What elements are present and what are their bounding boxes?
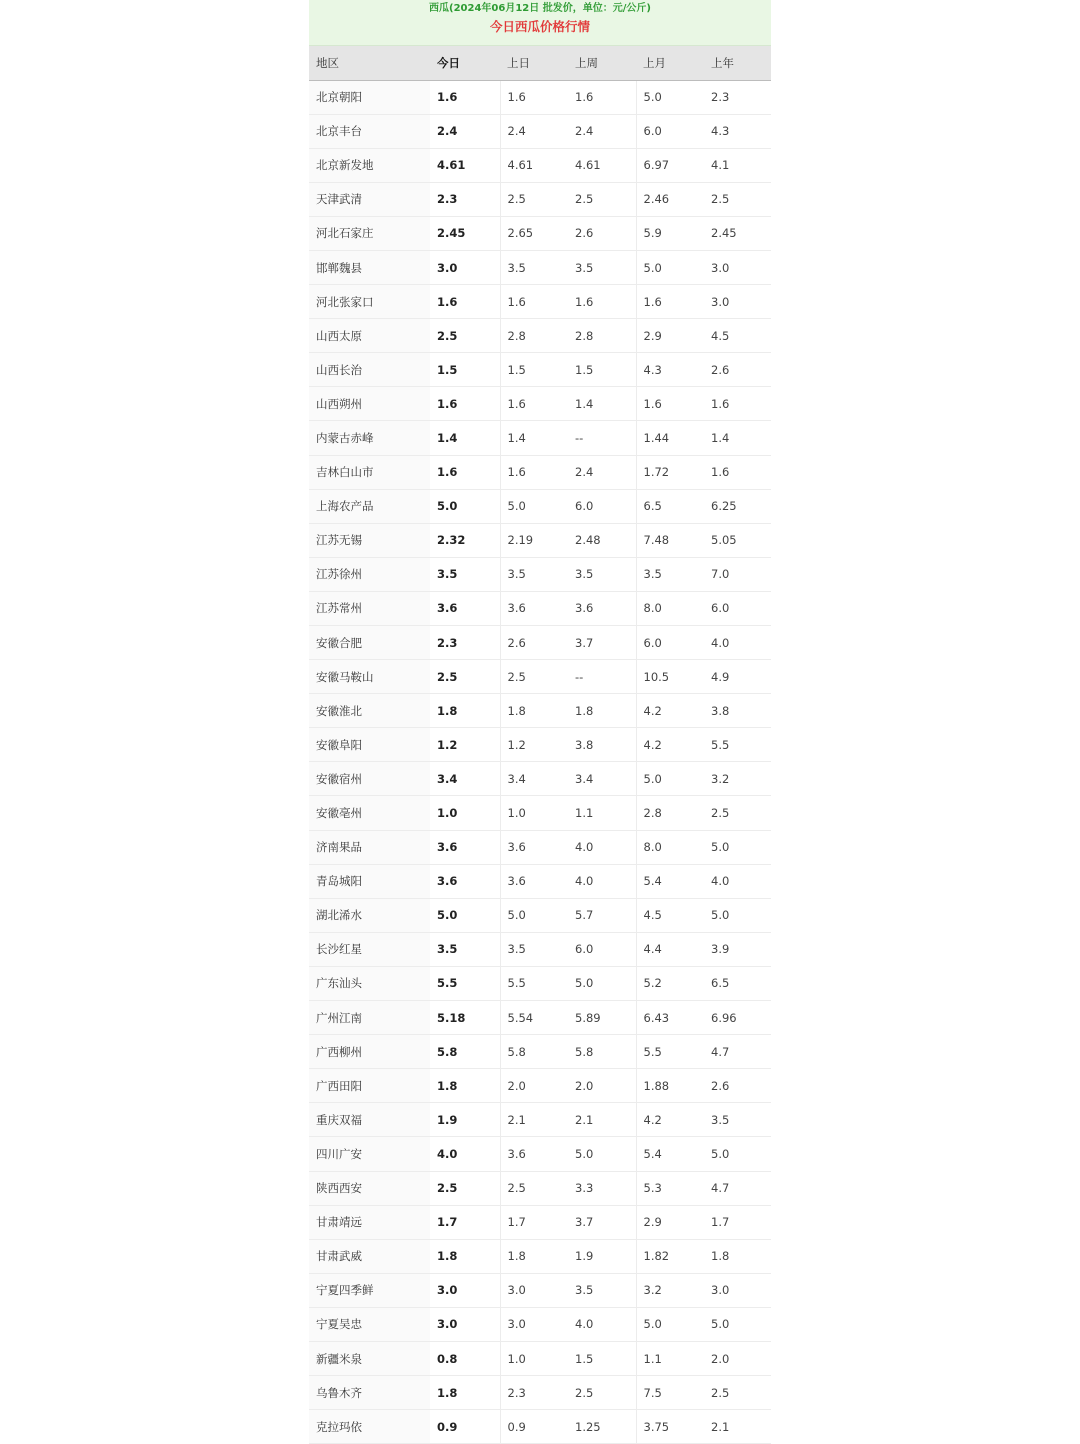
- table-row: [309, 1273, 771, 1307]
- cell-prev-day: 1.5: [500, 353, 568, 387]
- cell-today: 1.6: [430, 387, 500, 421]
- cell-prev-day: 3.0: [500, 1307, 568, 1341]
- cell-today: 2.4: [430, 114, 500, 148]
- cell-prev-week: 3.3: [568, 1171, 636, 1205]
- table-row: [309, 523, 771, 557]
- cell-prev-week: 6.0: [568, 932, 636, 966]
- cell-prev-month: 1.6: [636, 285, 704, 319]
- cell-prev-month: 7.48: [636, 523, 704, 557]
- cell-prev-year: 6.96: [704, 1001, 771, 1035]
- cell-prev-year: 5.05: [704, 523, 771, 557]
- cell-region: 乌鲁木齐: [309, 1376, 430, 1410]
- cell-prev-day: 1.7: [500, 1205, 568, 1239]
- cell-prev-week: 5.0: [568, 1137, 636, 1171]
- cell-prev-month: 8.0: [636, 830, 704, 864]
- cell-prev-day: 3.6: [500, 830, 568, 864]
- cell-region: 青岛城阳: [309, 864, 430, 898]
- table-row: [309, 1001, 771, 1035]
- cell-prev-week: 4.0: [568, 1307, 636, 1341]
- cell-prev-month: 6.5: [636, 489, 704, 523]
- cell-prev-month: 3.75: [636, 1410, 704, 1444]
- cell-prev-day: 1.4: [500, 421, 568, 455]
- cell-today: 1.7: [430, 1205, 500, 1239]
- cell-prev-year: 2.5: [704, 796, 771, 830]
- cell-prev-day: 1.0: [500, 796, 568, 830]
- cell-region: 济南果品: [309, 830, 430, 864]
- cell-prev-year: 2.5: [704, 1376, 771, 1410]
- cell-today: 2.3: [430, 626, 500, 660]
- cell-prev-month: 4.2: [636, 1103, 704, 1137]
- cell-prev-week: 5.8: [568, 1035, 636, 1069]
- cell-region: 四川广安: [309, 1137, 430, 1171]
- cell-prev-month: 5.0: [636, 1307, 704, 1341]
- cell-region: 邯郸魏县: [309, 250, 430, 284]
- page-subtitle: 西瓜(2024年06月12日 批发价，单位：元/公斤): [429, 3, 651, 14]
- cell-prev-day: 2.65: [500, 216, 568, 250]
- cell-prev-month: 5.5: [636, 1035, 704, 1069]
- cell-region: 安徽马鞍山: [309, 660, 430, 694]
- cell-region: 广州江南: [309, 1001, 430, 1035]
- cell-today: 2.5: [430, 660, 500, 694]
- cell-prev-day: 4.61: [500, 148, 568, 182]
- cell-prev-week: 2.5: [568, 182, 636, 216]
- cell-region: 江苏常州: [309, 591, 430, 625]
- cell-prev-year: 6.25: [704, 489, 771, 523]
- cell-region: 新疆米泉: [309, 1341, 430, 1375]
- table-row: [309, 591, 771, 625]
- cell-region: 河北张家口: [309, 285, 430, 319]
- table-row: [309, 148, 771, 182]
- cell-prev-year: 5.5: [704, 728, 771, 762]
- table-row: [309, 932, 771, 966]
- cell-prev-week: 3.8: [568, 728, 636, 762]
- cell-region: 山西太原: [309, 319, 430, 353]
- cell-region: 北京丰台: [309, 114, 430, 148]
- cell-region: 吉林白山市: [309, 455, 430, 489]
- cell-prev-month: 1.44: [636, 421, 704, 455]
- table-row: [309, 762, 771, 796]
- cell-prev-month: 1.6: [636, 387, 704, 421]
- cell-prev-week: 3.5: [568, 250, 636, 284]
- cell-today: 1.4: [430, 421, 500, 455]
- cell-prev-year: 4.1: [704, 148, 771, 182]
- cell-today: 3.0: [430, 1307, 500, 1341]
- cell-prev-day: 2.19: [500, 523, 568, 557]
- cell-prev-week: 4.0: [568, 830, 636, 864]
- cell-today: 1.8: [430, 1376, 500, 1410]
- cell-prev-day: 2.4: [500, 114, 568, 148]
- cell-prev-month: 3.2: [636, 1273, 704, 1307]
- cell-today: 2.32: [430, 523, 500, 557]
- cell-prev-day: 3.4: [500, 762, 568, 796]
- table-row: [309, 830, 771, 864]
- cell-region: 安徽合肥: [309, 626, 430, 660]
- cell-prev-day: 2.8: [500, 319, 568, 353]
- cell-prev-month: 5.0: [636, 80, 704, 114]
- table-row: [309, 182, 771, 216]
- cell-prev-week: 1.6: [568, 80, 636, 114]
- cell-prev-year: 4.0: [704, 864, 771, 898]
- cell-prev-week: 5.7: [568, 898, 636, 932]
- cell-region: 广西田阳: [309, 1069, 430, 1103]
- cell-today: 1.6: [430, 80, 500, 114]
- cell-prev-month: 4.2: [636, 728, 704, 762]
- cell-region: 重庆双福: [309, 1103, 430, 1137]
- cell-prev-year: 5.0: [704, 1137, 771, 1171]
- cell-prev-week: 1.9: [568, 1239, 636, 1273]
- table-row: [309, 353, 771, 387]
- cell-prev-week: 1.5: [568, 353, 636, 387]
- table-row: [309, 216, 771, 250]
- cell-prev-week: --: [568, 421, 636, 455]
- column-header-prev-year: 上年: [704, 46, 771, 80]
- cell-region: 江苏徐州: [309, 557, 430, 591]
- cell-prev-month: 2.8: [636, 796, 704, 830]
- cell-prev-year: 1.4: [704, 421, 771, 455]
- cell-today: 5.5: [430, 966, 500, 1000]
- cell-prev-month: 5.3: [636, 1171, 704, 1205]
- table-row: [309, 864, 771, 898]
- table-row: [309, 455, 771, 489]
- cell-prev-week: 2.6: [568, 216, 636, 250]
- table-row: [309, 285, 771, 319]
- cell-today: 1.0: [430, 796, 500, 830]
- cell-prev-day: 2.0: [500, 1069, 568, 1103]
- table-row: [309, 966, 771, 1000]
- cell-today: 2.3: [430, 182, 500, 216]
- cell-today: 3.5: [430, 557, 500, 591]
- table-row: [309, 557, 771, 591]
- cell-prev-year: 3.5: [704, 1103, 771, 1137]
- table-row: [309, 1376, 771, 1410]
- cell-prev-week: 1.5: [568, 1341, 636, 1375]
- table-header-banner: [309, 0, 771, 46]
- cell-prev-year: 7.0: [704, 557, 771, 591]
- cell-today: 5.8: [430, 1035, 500, 1069]
- cell-region: 陕西西安: [309, 1171, 430, 1205]
- cell-prev-month: 5.0: [636, 762, 704, 796]
- cell-prev-day: 3.6: [500, 591, 568, 625]
- cell-prev-week: 6.0: [568, 489, 636, 523]
- cell-prev-week: 2.48: [568, 523, 636, 557]
- cell-prev-week: 3.7: [568, 1205, 636, 1239]
- cell-region: 北京朝阳: [309, 80, 430, 114]
- cell-prev-day: 2.5: [500, 1171, 568, 1205]
- cell-prev-week: 2.8: [568, 319, 636, 353]
- cell-prev-day: 3.6: [500, 1137, 568, 1171]
- cell-prev-year: 4.0: [704, 626, 771, 660]
- table-row: [309, 1103, 771, 1137]
- cell-prev-week: 3.5: [568, 1273, 636, 1307]
- cell-prev-month: 1.1: [636, 1341, 704, 1375]
- cell-prev-day: 5.54: [500, 1001, 568, 1035]
- table-row: [309, 694, 771, 728]
- table-row: [309, 660, 771, 694]
- cell-prev-month: 6.43: [636, 1001, 704, 1035]
- cell-prev-year: 6.5: [704, 966, 771, 1000]
- cell-today: 4.61: [430, 148, 500, 182]
- cell-prev-day: 5.8: [500, 1035, 568, 1069]
- cell-prev-year: 1.8: [704, 1239, 771, 1273]
- cell-prev-day: 1.2: [500, 728, 568, 762]
- cell-today: 4.0: [430, 1137, 500, 1171]
- column-header-region: 地区: [309, 46, 430, 80]
- cell-prev-week: 1.6: [568, 285, 636, 319]
- cell-region: 长沙红星: [309, 932, 430, 966]
- cell-region: 北京新发地: [309, 148, 430, 182]
- cell-today: 1.2: [430, 728, 500, 762]
- cell-region: 山西长治: [309, 353, 430, 387]
- table-row: [309, 1205, 771, 1239]
- cell-prev-week: 2.0: [568, 1069, 636, 1103]
- table-row: [309, 898, 771, 932]
- table-row: [309, 1171, 771, 1205]
- cell-prev-day: 1.6: [500, 387, 568, 421]
- cell-prev-year: 4.7: [704, 1035, 771, 1069]
- cell-region: 甘肃靖远: [309, 1205, 430, 1239]
- column-header-prev-week: 上周: [568, 46, 636, 80]
- cell-prev-month: 5.9: [636, 216, 704, 250]
- cell-today: 2.45: [430, 216, 500, 250]
- cell-prev-week: 2.4: [568, 114, 636, 148]
- cell-prev-week: --: [568, 660, 636, 694]
- cell-prev-day: 2.6: [500, 626, 568, 660]
- cell-prev-day: 1.6: [500, 455, 568, 489]
- cell-prev-week: 3.7: [568, 626, 636, 660]
- cell-prev-day: 3.5: [500, 932, 568, 966]
- cell-prev-day: 5.5: [500, 966, 568, 1000]
- cell-today: 2.5: [430, 1171, 500, 1205]
- cell-prev-year: 3.0: [704, 250, 771, 284]
- cell-region: 安徽亳州: [309, 796, 430, 830]
- table-row: [309, 1137, 771, 1171]
- cell-prev-week: 1.8: [568, 694, 636, 728]
- cell-prev-day: 2.3: [500, 1376, 568, 1410]
- cell-prev-year: 2.3: [704, 80, 771, 114]
- cell-today: 1.8: [430, 694, 500, 728]
- cell-prev-year: 1.6: [704, 387, 771, 421]
- table-row: [309, 1069, 771, 1103]
- price-panel: [309, 0, 771, 1444]
- cell-prev-week: 3.6: [568, 591, 636, 625]
- table-row: [309, 728, 771, 762]
- cell-prev-week: 3.5: [568, 557, 636, 591]
- cell-prev-year: 3.9: [704, 932, 771, 966]
- cell-prev-year: 1.7: [704, 1205, 771, 1239]
- cell-prev-month: 8.0: [636, 591, 704, 625]
- cell-prev-month: 2.46: [636, 182, 704, 216]
- cell-today: 3.6: [430, 591, 500, 625]
- cell-region: 天津武清: [309, 182, 430, 216]
- cell-today: 3.6: [430, 830, 500, 864]
- cell-prev-day: 1.8: [500, 1239, 568, 1273]
- cell-prev-day: 5.0: [500, 898, 568, 932]
- table-row: [309, 250, 771, 284]
- cell-prev-month: 6.97: [636, 148, 704, 182]
- cell-prev-week: 2.4: [568, 455, 636, 489]
- column-header-prev-day: 上日: [500, 46, 568, 80]
- cell-region: 广西柳州: [309, 1035, 430, 1069]
- cell-prev-year: 2.6: [704, 353, 771, 387]
- cell-today: 1.6: [430, 455, 500, 489]
- cell-today: 0.8: [430, 1341, 500, 1375]
- cell-prev-year: 4.7: [704, 1171, 771, 1205]
- cell-region: 克拉玛依: [309, 1410, 430, 1444]
- cell-prev-day: 5.0: [500, 489, 568, 523]
- cell-prev-year: 2.0: [704, 1341, 771, 1375]
- cell-prev-month: 1.88: [636, 1069, 704, 1103]
- cell-prev-month: 5.4: [636, 864, 704, 898]
- cell-today: 1.8: [430, 1069, 500, 1103]
- cell-prev-month: 5.0: [636, 250, 704, 284]
- cell-prev-year: 2.1: [704, 1410, 771, 1444]
- cell-today: 1.6: [430, 285, 500, 319]
- cell-prev-month: 4.4: [636, 932, 704, 966]
- cell-today: 0.9: [430, 1410, 500, 1444]
- cell-region: 上海农产品: [309, 489, 430, 523]
- cell-prev-day: 3.6: [500, 864, 568, 898]
- cell-prev-month: 4.3: [636, 353, 704, 387]
- cell-prev-day: 1.0: [500, 1341, 568, 1375]
- table-row: [309, 1341, 771, 1375]
- page-title: 今日西瓜价格行情: [489, 19, 590, 34]
- cell-today: 1.9: [430, 1103, 500, 1137]
- cell-prev-day: 1.8: [500, 694, 568, 728]
- table-row: [309, 1035, 771, 1069]
- cell-region: 内蒙古赤峰: [309, 421, 430, 455]
- cell-prev-week: 4.61: [568, 148, 636, 182]
- cell-prev-week: 2.1: [568, 1103, 636, 1137]
- table-row: [309, 489, 771, 523]
- cell-prev-day: 3.5: [500, 557, 568, 591]
- cell-today: 3.5: [430, 932, 500, 966]
- cell-region: 安徽宿州: [309, 762, 430, 796]
- cell-prev-week: 1.1: [568, 796, 636, 830]
- cell-prev-day: 1.6: [500, 285, 568, 319]
- table-row: [309, 80, 771, 114]
- cell-prev-month: 6.0: [636, 626, 704, 660]
- table-row: [309, 421, 771, 455]
- cell-prev-year: 4.3: [704, 114, 771, 148]
- cell-prev-week: 5.0: [568, 966, 636, 1000]
- cell-prev-year: 2.45: [704, 216, 771, 250]
- cell-prev-day: 2.5: [500, 182, 568, 216]
- cell-region: 山西朔州: [309, 387, 430, 421]
- cell-region: 湖北浠水: [309, 898, 430, 932]
- cell-today: 5.0: [430, 489, 500, 523]
- cell-prev-year: 3.0: [704, 1273, 771, 1307]
- cell-region: 宁夏吴忠: [309, 1307, 430, 1341]
- cell-prev-year: 1.6: [704, 455, 771, 489]
- cell-prev-year: 4.5: [704, 319, 771, 353]
- cell-prev-month: 7.5: [636, 1376, 704, 1410]
- cell-prev-month: 3.5: [636, 557, 704, 591]
- cell-prev-month: 2.9: [636, 1205, 704, 1239]
- table-header-row: [309, 46, 771, 80]
- column-header-today: 今日: [430, 46, 500, 80]
- cell-prev-day: 0.9: [500, 1410, 568, 1444]
- table-row: [309, 387, 771, 421]
- cell-today: 3.6: [430, 864, 500, 898]
- cell-today: 5.18: [430, 1001, 500, 1035]
- cell-prev-month: 2.9: [636, 319, 704, 353]
- cell-prev-year: 6.0: [704, 591, 771, 625]
- cell-prev-month: 6.0: [636, 114, 704, 148]
- cell-region: 广东汕头: [309, 966, 430, 1000]
- cell-region: 江苏无锡: [309, 523, 430, 557]
- cell-prev-month: 1.72: [636, 455, 704, 489]
- table-row: [309, 319, 771, 353]
- column-header-prev-month: 上月: [636, 46, 704, 80]
- cell-prev-week: 4.0: [568, 864, 636, 898]
- cell-region: 甘肃武威: [309, 1239, 430, 1273]
- cell-today: 3.0: [430, 1273, 500, 1307]
- table-row: [309, 626, 771, 660]
- cell-prev-week: 1.25: [568, 1410, 636, 1444]
- table-row: [309, 114, 771, 148]
- cell-prev-month: 5.4: [636, 1137, 704, 1171]
- cell-today: 3.4: [430, 762, 500, 796]
- cell-prev-month: 4.2: [636, 694, 704, 728]
- cell-region: 安徽淮北: [309, 694, 430, 728]
- cell-prev-year: 5.0: [704, 898, 771, 932]
- cell-today: 3.0: [430, 250, 500, 284]
- cell-prev-month: 4.5: [636, 898, 704, 932]
- cell-prev-year: 2.6: [704, 1069, 771, 1103]
- cell-prev-day: 2.1: [500, 1103, 568, 1137]
- cell-prev-week: 5.89: [568, 1001, 636, 1035]
- cell-prev-day: 3.5: [500, 250, 568, 284]
- table-row: [309, 796, 771, 830]
- cell-prev-year: 3.0: [704, 285, 771, 319]
- cell-today: 1.5: [430, 353, 500, 387]
- table-row: [309, 1307, 771, 1341]
- cell-today: 5.0: [430, 898, 500, 932]
- cell-prev-year: 5.0: [704, 1307, 771, 1341]
- table-row: [309, 1239, 771, 1273]
- cell-prev-year: 5.0: [704, 830, 771, 864]
- cell-prev-day: 1.6: [500, 80, 568, 114]
- cell-prev-day: 3.0: [500, 1273, 568, 1307]
- cell-prev-year: 3.2: [704, 762, 771, 796]
- cell-prev-year: 3.8: [704, 694, 771, 728]
- cell-region: 宁夏四季鲜: [309, 1273, 430, 1307]
- cell-prev-week: 1.4: [568, 387, 636, 421]
- cell-region: 安徽阜阳: [309, 728, 430, 762]
- cell-prev-day: 2.5: [500, 660, 568, 694]
- price-table: [309, 46, 771, 1444]
- cell-prev-year: 4.9: [704, 660, 771, 694]
- cell-prev-month: 10.5: [636, 660, 704, 694]
- cell-prev-week: 3.4: [568, 762, 636, 796]
- cell-prev-month: 5.2: [636, 966, 704, 1000]
- cell-region: 河北石家庄: [309, 216, 430, 250]
- cell-today: 2.5: [430, 319, 500, 353]
- cell-prev-month: 1.82: [636, 1239, 704, 1273]
- cell-prev-week: 2.5: [568, 1376, 636, 1410]
- cell-prev-year: 2.5: [704, 182, 771, 216]
- cell-today: 1.8: [430, 1239, 500, 1273]
